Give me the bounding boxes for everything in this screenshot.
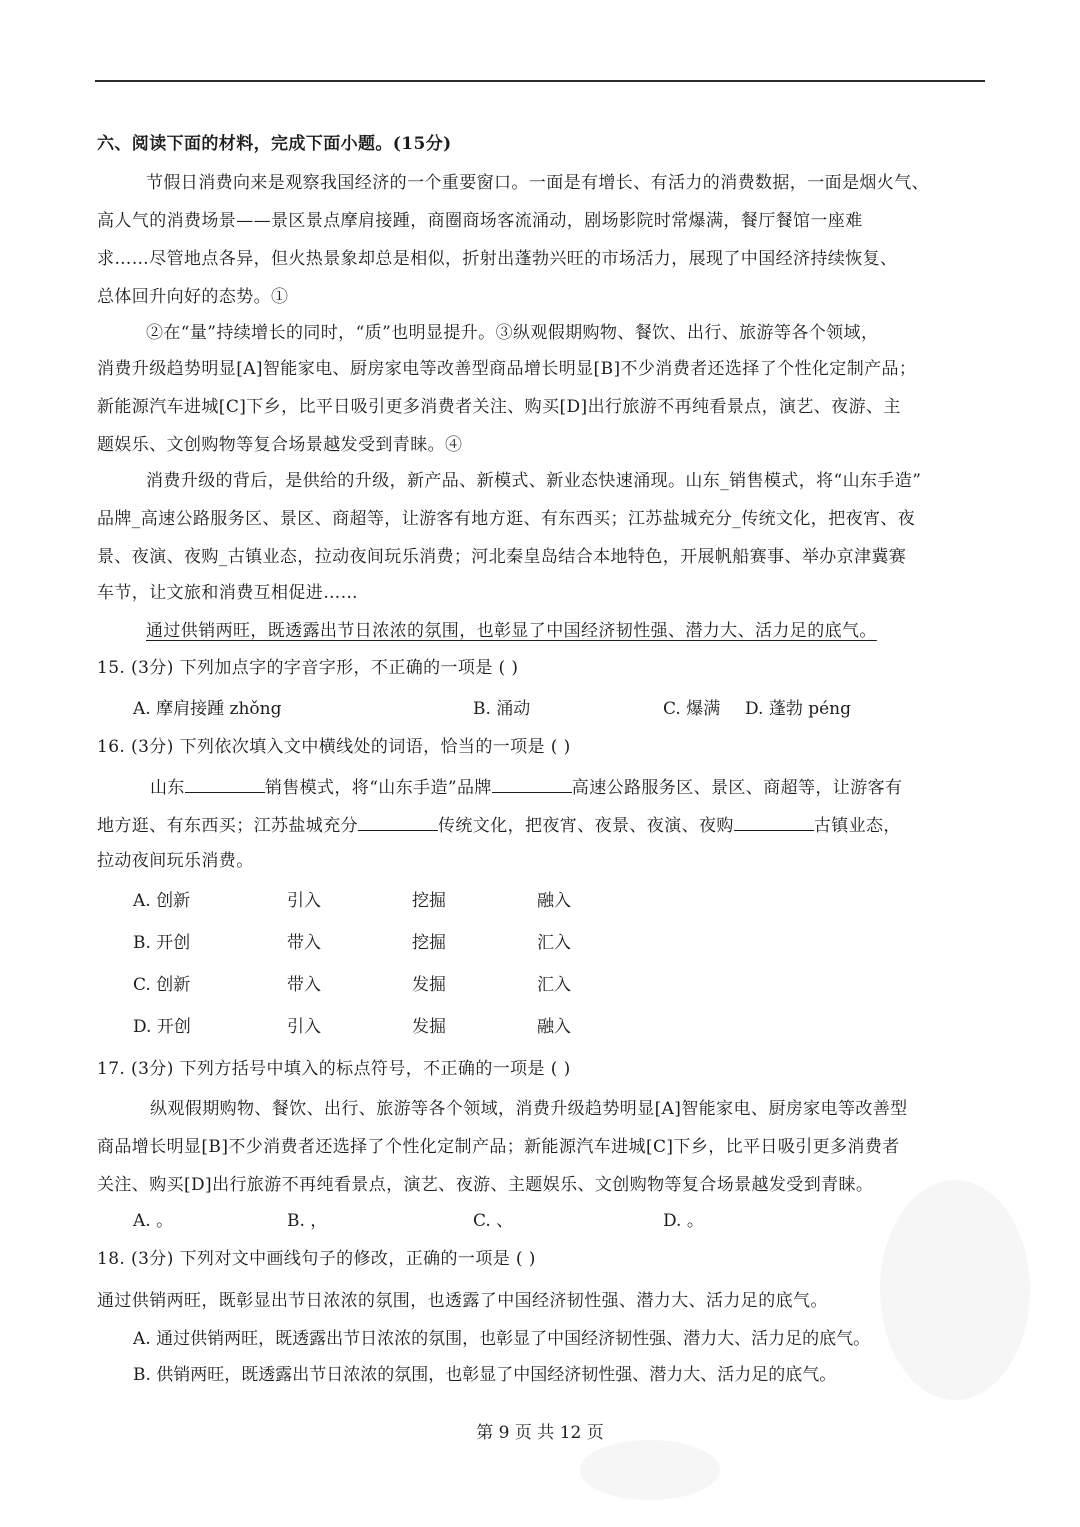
- q16-option-c[interactable]: C. 创新: [133, 975, 191, 995]
- passage-p2-line: 题娱乐、文创购物等复合场景越发受到青睐。④: [97, 435, 463, 455]
- passage-p2-line: 消费升级趋势明显[A]智能家电、厨房家电等改善型商品增长明显[B]不少消费者还选择了个性化定制产品；: [97, 359, 917, 379]
- underlined-sentence: 通过供销两旺，既透露出节日浓浓的氛围，也彰显了中国经济韧性强、潜力大、活力足的底气。: [146, 621, 877, 641]
- section-heading: 六、阅读下面的材料，完成下面小题。(15分): [97, 134, 452, 154]
- q18-option-a[interactable]: A. 通过供销两旺，既透露出节日浓浓的氛围，也彰显了中国经济韧性强、潜力大、活力足的底气。: [133, 1329, 871, 1349]
- q18-option-b[interactable]: B. 供销两旺，既透露出节日浓浓的氛围，也彰显了中国经济韧性强、潜力大、活力足的底气。: [133, 1365, 837, 1385]
- q16-option-c-word: 发掘: [412, 975, 446, 995]
- passage-p1-line: 求……尽管地点各异，但火热景象却总是相似，折射出蓬勃兴旺的市场活力，展现了中国经济持续恢复、: [97, 249, 898, 269]
- q16-option-a-word: 挖掘: [412, 891, 446, 911]
- q16-text: 古镇业态，: [813, 816, 901, 836]
- answer-blank: [734, 814, 814, 831]
- q16-option-d-word: 发掘: [412, 1017, 446, 1037]
- q17-option-d[interactable]: D. 。: [663, 1211, 704, 1231]
- q16-option-b[interactable]: B. 开创: [133, 933, 191, 953]
- q16-text: 高速公路服务区、景区、商超等，让游客有: [571, 778, 903, 798]
- q16-text: 山东: [150, 778, 185, 798]
- q16-passage-line: 拉动夜间玩乐消费。: [97, 851, 254, 871]
- q16-option-d-word: 引入: [287, 1017, 321, 1037]
- q18-quoted-sentence: 通过供销两旺，既彰显出节日浓浓的氛围，也透露了中国经济韧性强、潜力大、活力足的底气。: [97, 1291, 828, 1311]
- q15-option-c[interactable]: C. 爆满: [663, 699, 721, 719]
- passage-p2-line: ②在“量”持续增长的同时，“质”也明显提升。③纵观假期购物、餐饮、出行、旅游等各个领域，: [146, 323, 879, 343]
- q15-option-b[interactable]: B. 涌动: [473, 699, 531, 719]
- q16-option-b-word: 带入: [287, 933, 321, 953]
- q16-option-a[interactable]: A. 创新: [133, 891, 191, 911]
- q16-text: 传统文化，把夜宵、夜景、夜演、夜购: [438, 816, 734, 836]
- q17-stem: 17. (3分) 下列方括号中填入的标点符号，不正确的一项是 ( ): [97, 1059, 571, 1079]
- q17-passage-line: 关注、购买[D]出行旅游不再纯看景点，演艺、夜游、主题娱乐、文创购物等复合场景越发受到青睐。: [97, 1175, 874, 1195]
- q16-text: 销售模式，将“山东手造”品牌: [264, 778, 492, 798]
- scan-smudge: [580, 1440, 720, 1500]
- q16-option-c-word: 带入: [287, 975, 321, 995]
- answer-blank: [492, 776, 572, 793]
- q16-option-b-word: 挖掘: [412, 933, 446, 953]
- q17-passage-line: 纵观假期购物、餐饮、出行、旅游等各个领域，消费升级趋势明显[A]智能家电、厨房家电等改善型: [150, 1099, 908, 1119]
- page-footer: 第 9 页 共 12 页: [476, 1423, 604, 1443]
- q16-passage-line: [150, 776, 902, 799]
- q17-option-c[interactable]: C. 、: [473, 1211, 514, 1231]
- q18-stem: 18. (3分) 下列对文中画线句子的修改，正确的一项是 ( ): [97, 1249, 536, 1269]
- q15-stem: 15. (3分) 下列加点字的字音字形，不正确的一项是 ( ): [97, 658, 519, 678]
- q16-option-c-word: 汇入: [537, 975, 571, 995]
- header-rule: [95, 80, 985, 82]
- passage-p3-line: 品牌_高速公路服务区、景区、商超等，让游客有地方逛、有东西买；江苏盐城充分_传统文化，把夜宵、夜: [97, 509, 916, 529]
- passage-p1-line: 总体回升向好的态势。①: [97, 287, 289, 307]
- q16-option-d[interactable]: D. 开创: [133, 1017, 191, 1037]
- passage-p3-line: 车节，让文旅和消费互相促进……: [97, 583, 358, 603]
- passage-p1-line: 节假日消费向来是观察我国经济的一个重要窗口。一面是有增长、有活力的消费数据，一面是烟火气、: [146, 173, 929, 193]
- q17-passage-line: 商品增长明显[B]不少消费者还选择了个性化定制产品；新能源汽车进城[C]下乡，比平日吸引更多消费者: [97, 1137, 900, 1157]
- q16-option-a-word: 融入: [537, 891, 571, 911]
- q16-option-a-word: 引入: [287, 891, 321, 911]
- q15-option-d[interactable]: D. 蓬勃 péng: [745, 699, 852, 719]
- q16-stem: 16. (3分) 下列依次填入文中横线处的词语，恰当的一项是 ( ): [97, 737, 571, 757]
- answer-blank: [358, 814, 438, 831]
- answer-blank: [185, 776, 265, 793]
- q16-text: 地方逛、有东西买；江苏盐城充分: [97, 816, 358, 836]
- scan-smudge: [880, 1180, 1030, 1400]
- passage-p1-line: 高人气的消费场景——景区景点摩肩接踵，商圈商场客流涌动，剧场影院时常爆满，餐厅餐馆一座难: [97, 211, 863, 231]
- passage-p3-line: 景、夜演、夜购_古镇业态，拉动夜间玩乐消费；河北秦皇岛结合本地特色，开展帆船赛事、举办京津冀赛: [97, 547, 907, 567]
- q16-option-d-word: 融入: [537, 1017, 571, 1037]
- passage-p2-line: 新能源汽车进城[C]下乡，比平日吸引更多消费者关注、购买[D]出行旅游不再纯看景点，演艺、夜游、主: [97, 397, 901, 417]
- q17-option-a[interactable]: A. 。: [133, 1211, 174, 1231]
- q15-option-a[interactable]: A. 摩肩接踵 zhǒng: [133, 699, 282, 719]
- q16-passage-line: [97, 814, 901, 837]
- passage-p3-line: 消费升级的背后，是供给的升级，新产品、新模式、新业态快速涌现。山东_销售模式，将“山东手造”: [146, 471, 922, 491]
- q16-option-b-word: 汇入: [537, 933, 571, 953]
- q17-option-b[interactable]: B. ，: [287, 1211, 328, 1231]
